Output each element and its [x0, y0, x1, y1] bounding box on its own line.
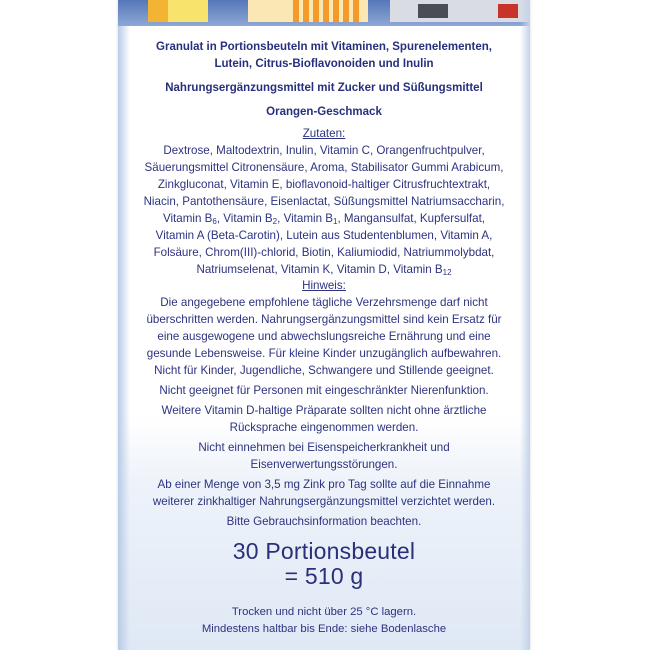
notice-line: Bitte Gebrauchsinformation beachten.	[226, 515, 422, 528]
quantity-count: 30 Portionsbeutel	[232, 538, 416, 564]
top-panel-yellow	[168, 0, 208, 22]
flavor: Orangen-Geschmack	[266, 106, 382, 118]
notice-line: Die angegebene empfohlene tägliche Verzehrsmenge darf nicht	[160, 296, 488, 309]
best-before-note: Mindestens haltbar bis Ende: siehe Bodenlasche	[201, 623, 447, 635]
product-package	[118, 0, 530, 650]
notice-line: Weitere Vitamin D-haltige Präparate sollten nicht ohne ärztliche	[161, 404, 487, 417]
notice-line: gesunde Lebensweise. Für kleine Kinder unzugänglich aufbewahren.	[146, 347, 502, 360]
ingredients-line: Säuerungsmittel Citronensäure, Aroma, Stabilisator Gummi Arabicum,	[144, 161, 504, 174]
notice-line: Rücksprache eingenommen werden.	[229, 421, 419, 434]
ingredients-line: Dextrose, Maltodextrin, Inulin, Vitamin C, Orangenfruchtpulver,	[163, 144, 485, 157]
notice-line: überschritten werden. Nahrungsergänzungsmittel sind kein Ersatz für	[146, 313, 502, 326]
ingredients-line-final: Natriumselenat, Vitamin K, Vitamin D, Vitamin $B_{12}$	[196, 263, 452, 277]
top-panel-stripes	[293, 0, 363, 22]
product-description-line-1: Granulat in Portionsbeuteln mit Vitaminen, Spurenelementen,	[156, 41, 492, 53]
notice-line: Ab einer Menge von 3,5 mg Zink pro Tag sollte auf die Einnahme	[157, 478, 491, 491]
notice-line: weiterer zinkhaltiger Nahrungsergänzungsmittel verzichtet werden.	[152, 495, 496, 508]
ingredients-line: Zinkgluconat, Vitamin E, bioflavonoid-haltiger Citrusfruchtextrakt,	[157, 178, 491, 191]
notice-line: Eisenverwertungsstörungen.	[250, 458, 398, 471]
quantity-weight: = 510 g	[284, 563, 364, 589]
top-panel-dark	[418, 4, 448, 18]
top-panel-red	[498, 4, 518, 18]
product-category: Nahrungsergänzungsmittel mit Zucker und Süßungsmittel	[165, 82, 483, 94]
notice-line: Nicht einnehmen bei Eisenspeicherkrankheit und	[198, 441, 450, 454]
ingredients-line: Vitamin A (Beta-Carotin), Lutein aus Studentenblumen, Vitamin A,	[155, 229, 493, 242]
top-panel-orange	[148, 0, 168, 22]
ingredients-line: Folsäure, Chrom(III)-chlorid, Biotin, Kaliumiodid, Natriummolybdat,	[153, 246, 495, 259]
ingredients-heading: Zutaten:	[302, 127, 346, 140]
notice-line: eine ausgewogene und abwechslungsreiche Ernährung und eine	[157, 330, 491, 343]
notice-line: Nicht geeignet für Personen mit eingeschränkter Nierenfunktion.	[159, 384, 489, 397]
ingredients-line-vitamins-b: Vitamin $B_6$, Vitamin $B_2$, Vitamin $B_1$, Mangansulfat, Kupfersulfat,	[162, 212, 486, 226]
notice-line: Nicht für Kinder, Jugendliche, Schwangere und Stillende geeignet.	[154, 364, 494, 377]
notice-heading: Hinweis:	[302, 279, 346, 292]
product-description-line-2: Lutein, Citrus-Bioflavonoiden und Inulin	[214, 58, 434, 70]
ingredients-line: Niacin, Pantothensäure, Eisenlactat, Süßungsmittel Natriumsaccharin,	[143, 195, 505, 208]
storage-instructions: Trocken und nicht über 25 °C lagern.	[231, 606, 417, 618]
